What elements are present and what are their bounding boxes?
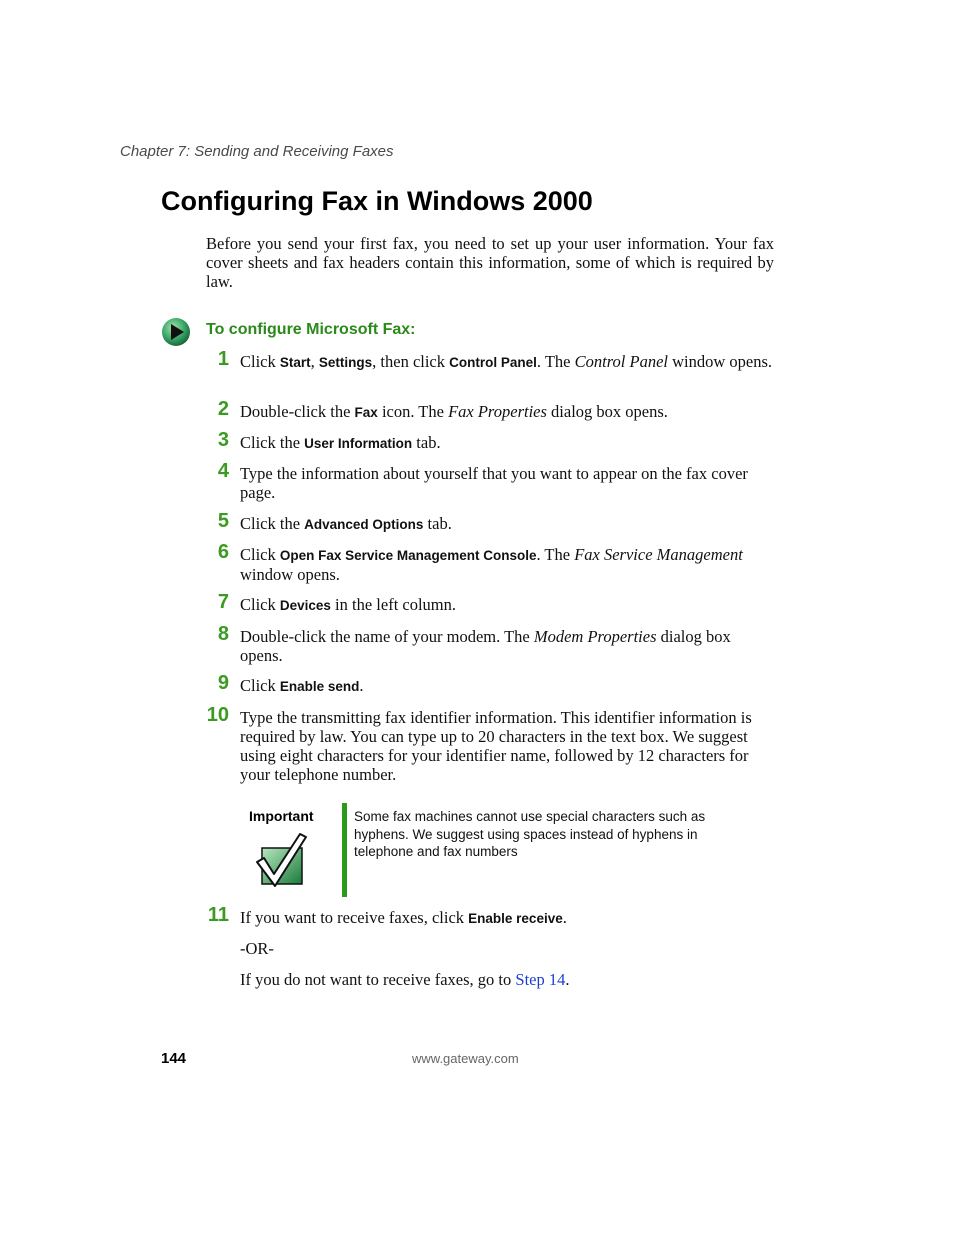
step-text: If you want to receive faxes, click Enable receive. (240, 908, 567, 927)
step-number: 4 (217, 460, 229, 482)
step-text: Click Enable send. (240, 676, 364, 695)
step-number: 8 (217, 623, 229, 645)
page-title: Configuring Fax in Windows 2000 (161, 186, 593, 216)
step-text: Type the transmitting fax identifier information. This identifier information is required by law. You can type up to 20 characters in the text box. We suggest using eight characters for your identifier name, followed by 12 characters for your telephone number. (240, 708, 752, 784)
play-arrow-icon (161, 317, 191, 347)
step-number: 3 (217, 429, 229, 451)
step-number: 2 (217, 398, 229, 420)
procedure-heading: To configure Microsoft Fax: (206, 321, 416, 338)
step-14-link[interactable]: Step 14 (515, 970, 566, 989)
or-separator: -OR- (240, 939, 274, 958)
step-text-alternative: If you do not want to receive faxes, go to Step 14. (240, 970, 570, 989)
step-number: 7 (217, 591, 229, 613)
page-number: 144 (161, 1050, 187, 1067)
step-text: Click Open Fax Service Management Console. The Fax Service Management window opens. (240, 545, 743, 584)
step-number: 1 (217, 348, 229, 370)
step-number: 5 (217, 510, 229, 532)
step-number: 10 (206, 704, 229, 726)
chapter-header: Chapter 7: Sending and Receiving Faxes (120, 143, 394, 160)
step-text: Click Devices in the left column. (240, 595, 457, 614)
step-number: 6 (217, 541, 229, 563)
step-text: Type the information about yourself that you want to appear on the fax cover page. (240, 464, 748, 502)
intro-paragraph: Before you send your first fax, you need to set up your user information. Your fax cover sheets and fax headers contain this information, some of which is required by law. (206, 234, 774, 291)
step-text: Click Start, Settings, then click Control Panel. The Control Panel window opens. (240, 352, 773, 371)
note-divider (342, 803, 347, 897)
checkmark-icon (254, 832, 308, 888)
step-text: Click the User Information tab. (240, 433, 441, 452)
step-text: Double-click the name of your modem. The Modem Properties dialog box opens. (240, 627, 731, 665)
step-number: 9 (217, 672, 229, 694)
step-number: 11 (207, 904, 229, 926)
step-text: Double-click the Fax icon. The Fax Properties dialog box opens. (240, 402, 668, 421)
step-text: Click the Advanced Options tab. (240, 514, 452, 533)
important-note-text: Some fax machines cannot use special characters such as hyphens. We suggest using spaces instead of hyphens in telephone and fax numbers (354, 809, 706, 859)
important-label: Important (249, 808, 314, 824)
website-footer: www.gateway.com (412, 1051, 519, 1066)
